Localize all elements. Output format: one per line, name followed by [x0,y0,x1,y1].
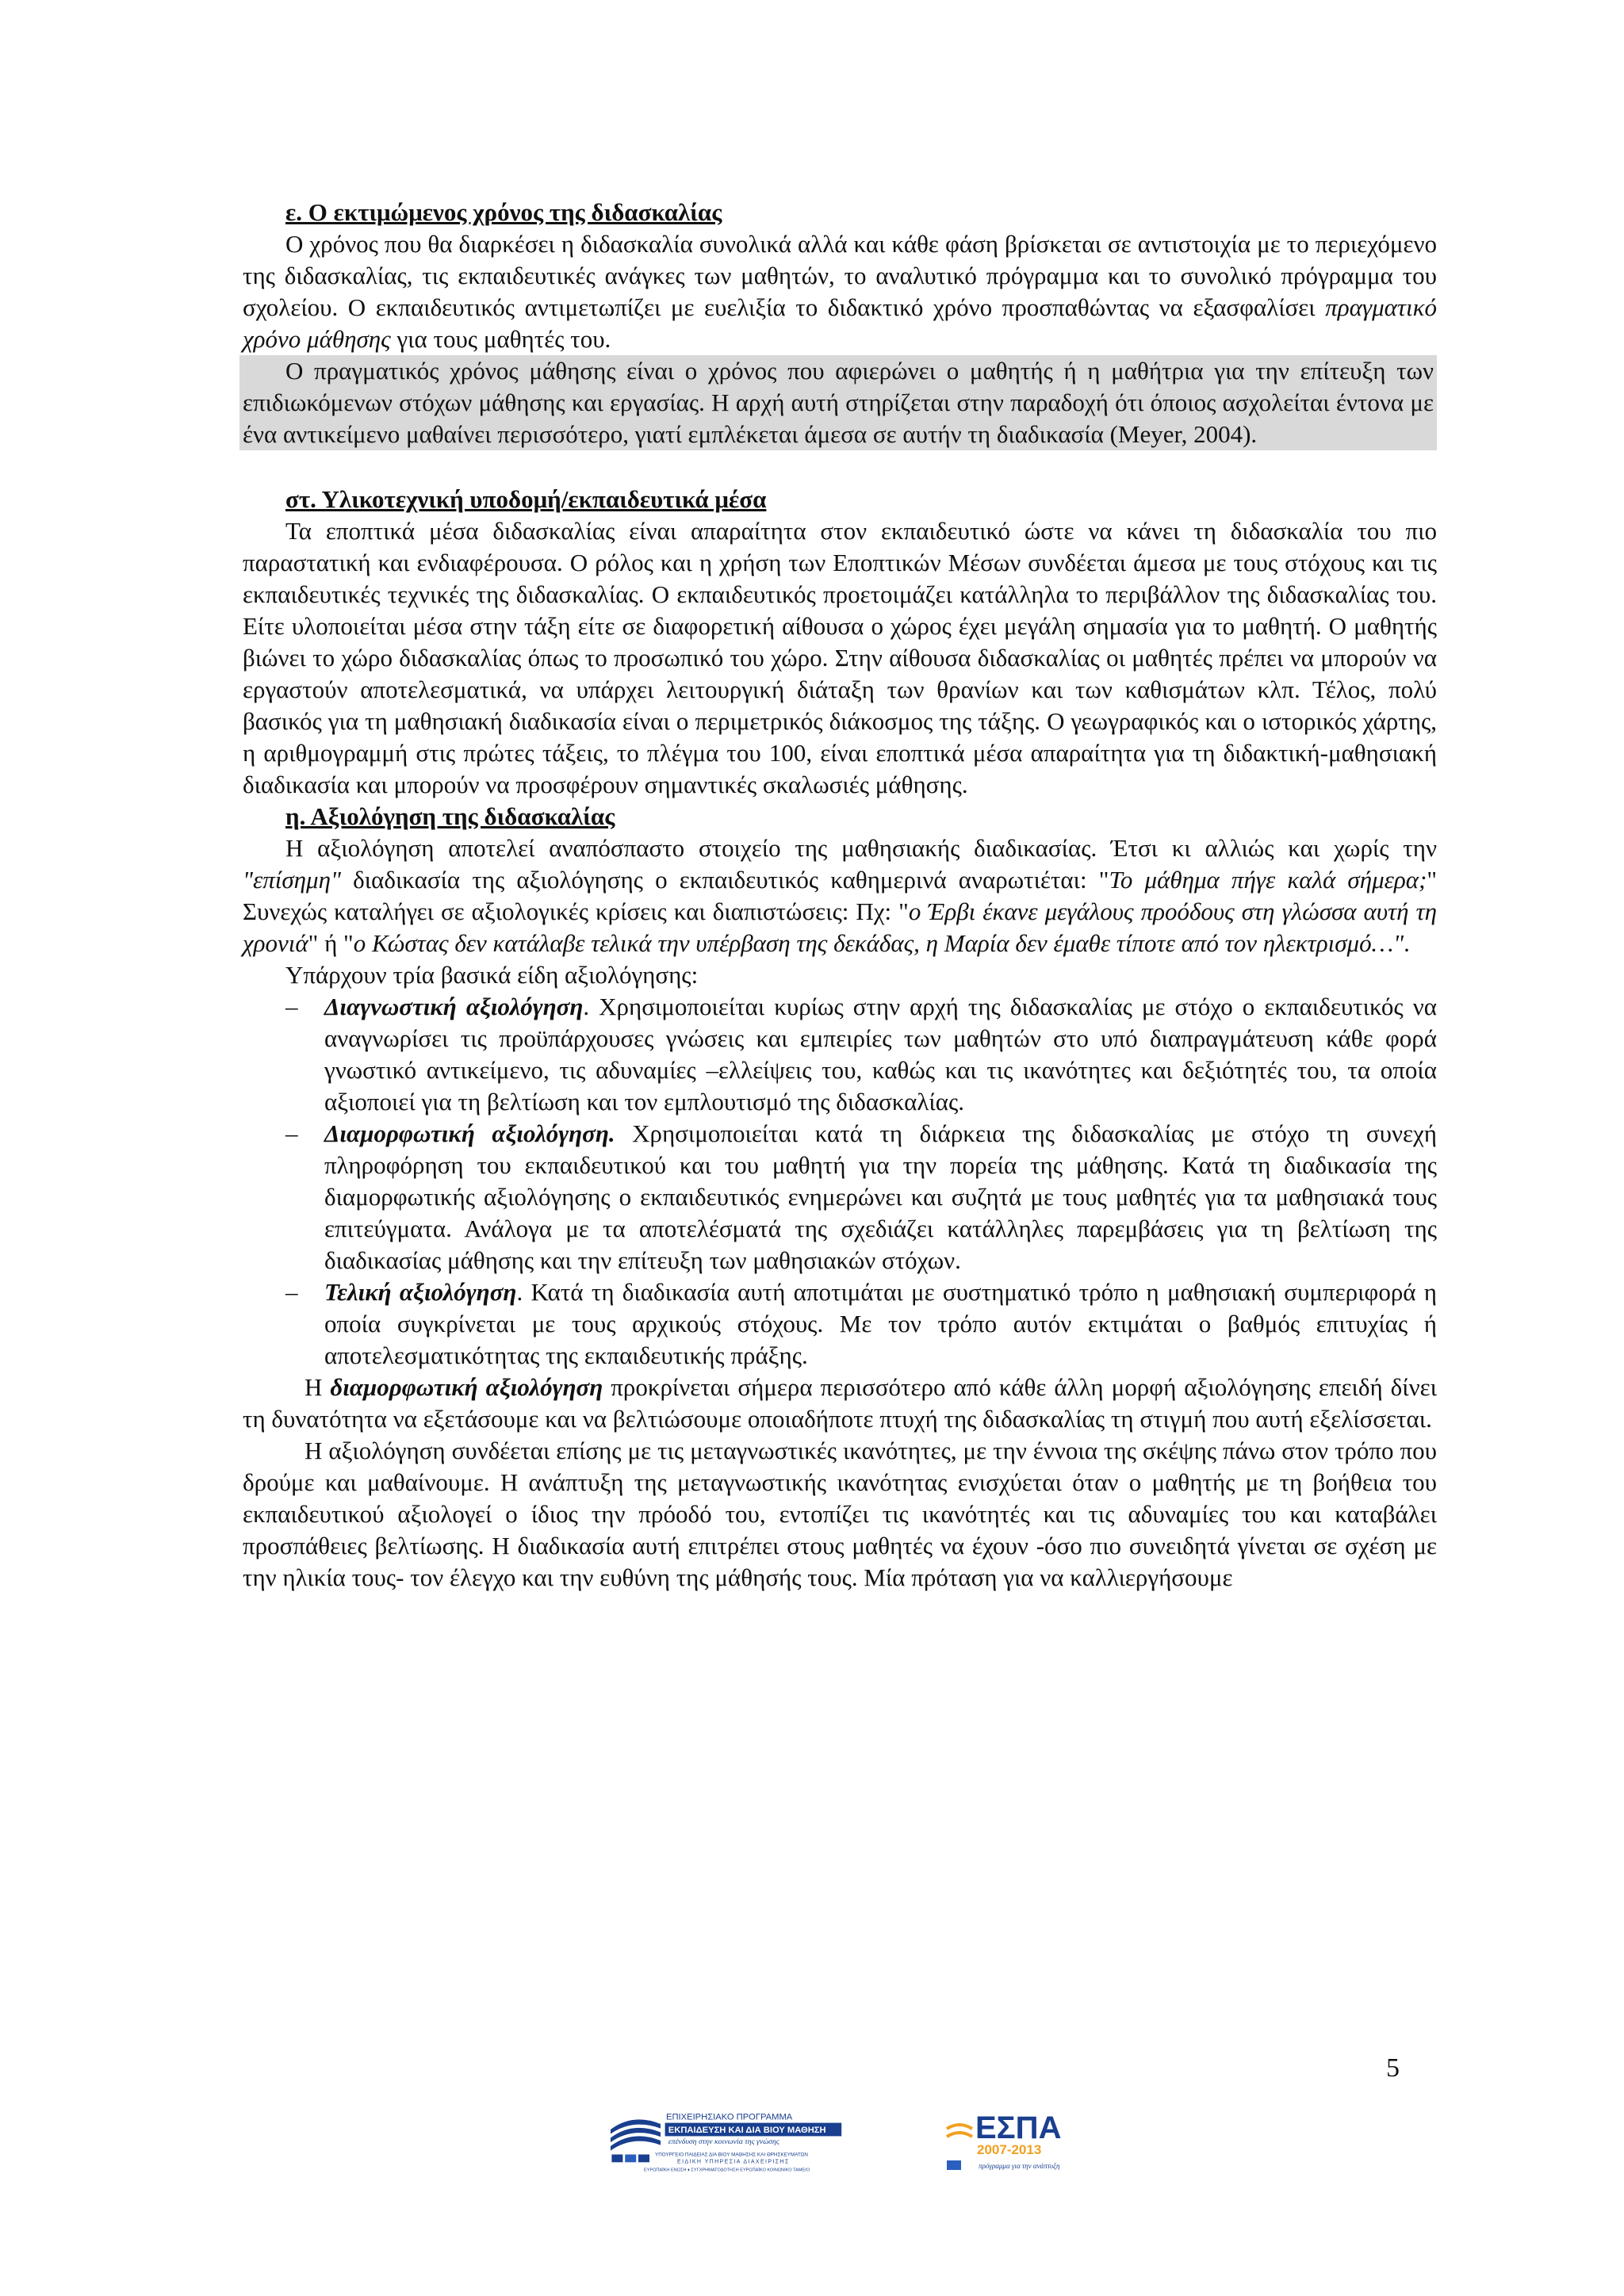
section-h-paragraph-3: Η διαμορφωτική αξιολόγηση προκρίνεται σήμερα περισσότερο από κάθε άλλη μορφή αξιολόγησης επειδή δίνει τη δυνατότητα να εξετάσουμε και να βελτιώσουμε οποιαδήποτε πτυχή της διδασκαλίας τη στιγμή που αυτή εξελίσσεται. [243,1373,1438,1433]
section-st-title: στ. Υλικοτεχνική υποδομή/εκπαιδευτικά μέσα [285,485,767,513]
agency-line: ΕΙΔΙΚΗ ΥΠΗΡΕΣΙΑ ΔΙΑΧΕΙΡΙΣΗΣ [677,2159,790,2165]
section-st-paragraph: Τα εποπτικά μέσα διδασκαλίας είναι απαραίτητα στον εκπαιδευτικό ώστε να κάνει τη διδασκαλία του πιο παραστατική και ενδιαφέρουσα. Ο ρόλος και η χρήση των Εποπτικών Μέσων συνδέεται άμεσα με τους στόχους και τις εκπαιδευτικές τεχνικές της διδασκαλίας. Ο εκπαιδευτικός προετοιμάζει κατάλληλα το περιβάλλον της διδασκαλίας του. Είτε υλοποιείται μέσα στην τάξη είτε σε διαφορετική αίθουσα ο χώρος έχει μεγάλη σημασία για το μαθητή. Ο μαθητής βιώνει το χώρο διδασκαλίας όπως το προσωπικό του χώρο. Στην αίθουσα διδασκαλίας οι μαθητές πρέπει να μπορούν να εργαστούν αποτελεσματικά, να υπάρχει λειτουργική διάταξη των θρανίων και των καθισμάτων κλπ. Τέλος, πολύ βασικός για τη μαθησιακή διαδικασία είναι ο περιμετρικός διάκοσμος της τάξης. Ο γεωγραφικός και ο ιστορικός χάρτης, η αριθμογραμμή στις πρώτες τάξεις, το πλέγμα του 100, είναι εποπτικά μέσα απαραίτητα για τη διδακτική-μαθησιακή διαδικασία και μπορούν να προσφέρουν σημαντικές σκαλωσιές μάθησης. [243,517,1437,798]
espa-years: 2007-2013 [977,2142,1042,2157]
section-h-paragraph-1: Η αξιολόγηση αποτελεί αναπόσπαστο στοιχείο της μαθησιακής διαδικασίας. Έτσι κι αλλιώς και χωρίς την "επίσημη" διαδικασία της αξιολόγησης ο εκπαιδευτικός καθημερινά αναρωτιέται: "Το μάθημα πήγε καλά σήμερα;" Συνεχώς καταλήγει σε αξιολογικές κρίσεις και διαπιστώσεις: Πχ: "ο Έρβι έκανε μεγάλους προόδους στη γλώσσα αυτή τη χρονιά" ή "ο Κώστας δεν κατάλαβε τελικά την υπέρβαση της δεκάδας, η Μαρία δεν έμαθε τίποτε από τον ηλεκτρισμό…". [243,834,1438,957]
eu-line: ΕΥΡΩΠΑΪΚΗ ΕΝΩΣΗ ♦ ΣΥΓΧΡΗΜΑΤΟΔΟΤΗΣΗ ΕΥΡΩΠΑΪΚΟ ΚΟΙΝΩΝΙΚΟ ΤΑΜΕΙΟ [644,2168,810,2173]
espa-logo [944,2105,1078,2184]
list-item: – Τελική αξιολόγηση. Κατά τη διαδικασία αυτή αποτιμάται με συστηματικό τρόπο η μαθησιακή συμπεριφορά η οποία συγκρίνεται με τους αρχικούς στόχους. Με τον τρόπο αυτόν εκτιμάται ο βαθμός επιτυχίας ή αποτελεσματικότητας της εκπαιδευτικής πράξης. [285,1278,1437,1369]
section-h-paragraph-4: Η αξιολόγηση συνδέεται επίσης με τις μεταγνωστικές ικανότητες, με την έννοια της σκέψης πάνω στον τρόπο που δρούμε και μαθαίνουμε. Η ανάπτυξη της μεταγνωστικής ικανότητας ενισχύεται όταν ο μαθητής με τη βοήθεια του εκπαιδευτικού αξιολογεί ο ίδιος την πρόοδό του, εντοπίζει τις ικανότητές και τις αδυναμίες του και καταβάλει προσπάθειες βελτίωσης. Η διαδικασία αυτή επιτρέπει στους μαθητές να έχουν -όσο πιο συνειδητά γίνεται σε σχέση με την ηλικία τους- τον έλεγχο και την ευθύνη της μάθησής τους. Μία πρόταση για να καλλιεργήσουμε [243,1437,1437,1591]
document-body [243,197,1437,1594]
ministry-line: ΥΠΟΥΡΓΕΙΟ ΠΑΙΔΕΙΑΣ ΔΙΑ ΒΙΟΥ ΜΑΘΗΣΗΣ ΚΑΙ ΘΡΗΣΚΕΥΜΑΤΩΝ [655,2152,808,2158]
espa-slogan: πρόγραμμα για την ανάπτυξη [979,2162,1060,2170]
dash-bullet: – [285,1119,298,1147]
wave-logo-icon [611,2119,661,2150]
espa-arc-icon [947,2125,972,2129]
dash-bullet: – [285,1278,298,1306]
section-h-paragraph-2: Υπάρχουν τρία βασικά είδη αξιολόγησης: [285,961,699,989]
programme-line-2: ΕΚΠΑΙΔΕΥΣΗ ΚΑΙ ΔΙΑ ΒΙΟΥ ΜΑΘΗΣΗ [668,2126,826,2136]
greek-flag-icon [947,2160,961,2170]
programme-slogan: επένδυση στην κοινωνία της γνώσης [668,2137,779,2147]
list-item: – Διαμορφωτική αξιολόγηση. Χρησιμοποιείται κατά τη διάρκεια της διδασκαλίας με στόχο τη συνεχή πληροφόρηση του εκπαιδευτικού και του μαθητή για την πορεία της μάθησης. Κατά τη διαδικασία της διαμορφωτικής αξιολόγησης ο εκπαιδευτικός ενημερώνει και συζητά με τους μαθητές για τα μαθησιακά τους επιτεύγματα. Ανάλογα με τα αποτελέσματά της σχεδιάζει κατάλληλες παρεμβάσεις για τη βελτίωση της διαδικασίας μάθησης και την επίτευξη των μαθησιακών στόχων. [285,1119,1437,1274]
eu-flags-icon [611,2155,649,2163]
dash-bullet: – [285,993,298,1020]
education-programme-logo [611,2093,944,2188]
espa-text: ΕΣΠΑ [975,2110,1062,2145]
section-e-paragraph: Ο χρόνος που θα διαρκέσει η διδασκαλία συνολικά αλλά και κάθε φάση βρίσκεται σε αντιστοιχία με το περιεχόμενο της διδασκαλίας, τις εκπαιδευτικές ανάγκες των μαθητών, το αναλυτικό πρόγραμμα και το συνολικό πρόγραμμα του σχολείου. Ο εκπαιδευτικός αντιμετωπίζει με ευελιξία το διδακτικό χρόνο προσπαθώντας να εξασφαλίσει πραγματικό χρόνο μάθησης για τους μαθητές του. [243,230,1437,353]
highlighted-paragraph: Ο πραγματικός χρόνος μάθησης είναι ο χρόνος που αφιερώνει ο μαθητής ή η μαθήτρια για την επίτευξη των επιδιωκόμενων στόχων μάθησης και εργασίας. Η αρχή αυτή στηρίζεται στην παραδοχή ότι όποιος ασχολείται έντονα με ένα αντικείμενο μαθαίνει περισσότερο, γιατί εμπλέκεται άμεσα σε αυτήν τη διαδικασία (Meyer, 2004). [239,355,1437,450]
section-h-title: η. Αξιολόγηση της διδασκαλίας [285,802,615,830]
assessment-types-list [243,991,1437,1372]
list-item: – Διαγνωστική αξιολόγηση. Χρησιμοποιείται κυρίως στην αρχή της διδασκαλίας με στόχο ο εκπαιδευτικός να αναγνωρίσει τις προϋπάρχουσες γνώσεις και εμπειρίες των μαθητών στο υπό διαπραγμάτευση κάθε φορά γνωστικό αντικείμενο, τις αδυναμίες –ελλείψεις του, καθώς και τις ικανότητες και δεξιότητές του, τα οποία αξιοποιεί για τη βελτίωση και τον εμπλουτισμό της διδασκαλίας. [285,993,1437,1115]
page-number: 5 [1386,2053,1400,2083]
programme-line-1: ΕΠΙΧΕΙΡΗΣΙΑΚΟ ΠΡΟΓΡΑΜΜΑ [666,2112,793,2122]
section-e-title: ε. Ο εκτιμώμενος χρόνος της διδασκαλίας [285,198,722,226]
